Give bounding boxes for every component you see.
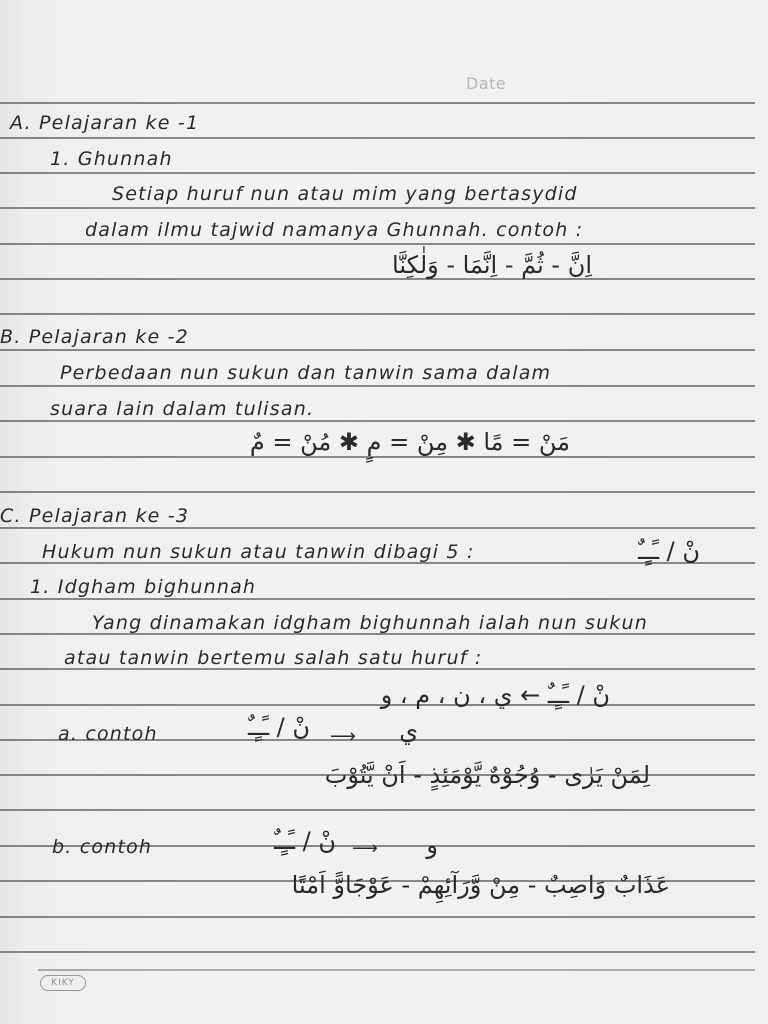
example-b-sign: نْ / ـًـٍـٌ — [273, 827, 336, 855]
section-a-text-line2: dalam ilmu tajwid namanya Ghunnah. contoh : — [85, 219, 584, 241]
section-a-arabic-example: اِنَّ - ثُمَّ - اِنَّمَا - وَلٰكِنَّا — [392, 251, 592, 279]
date-label: Date — [466, 74, 507, 93]
section-a-heading: A. Pelajaran ke -1 — [10, 112, 200, 134]
section-c-letters-sign: نْ / ـًـٍـٌ ← ي ، ن ، م ، و — [380, 681, 610, 709]
section-c-text-line1: Hukum nun sukun atau tanwin dibagi 5 : — [42, 541, 475, 563]
example-b-label: b. contoh — [52, 836, 153, 858]
example-a-letter: ي — [399, 717, 418, 745]
section-a-subheading: 1. Ghunnah — [50, 148, 173, 170]
example-a-label: a. contoh — [58, 723, 158, 745]
section-c-text-line2: Yang dinamakan idgham bighunnah ialah nun sukun — [92, 612, 648, 634]
example-a-sign: نْ / ـًـٍـٌ — [247, 713, 310, 741]
section-c-subheading: 1. Idgham bighunnah — [30, 576, 257, 598]
example-b-letter: و — [426, 831, 438, 859]
section-c-heading: C. Pelajaran ke -3 — [0, 505, 190, 527]
section-b-heading: B. Pelajaran ke -2 — [0, 326, 189, 348]
section-c-arabic-sign: نْ / ـًـٍـٌ — [637, 537, 700, 565]
example-a-arabic: لِمَنْ يَرٰى - وُجُوْهٌ يَّوْمَئِذٍ - اَنْ يَّتُوْبَ — [324, 761, 650, 789]
example-b-arabic: عَذَابٌ وَاصِبٌ - مِنْ وَّرَآئِهِمْ - عَوْجَاوًّ اَمْتًا — [291, 871, 670, 899]
section-b-text-line2: suara lain dalam tulisan. — [50, 398, 315, 420]
section-b-arabic-example: مَنْ = مًا ✱ مِنْ = مٍ ✱ مُنْ = مٌ — [249, 428, 570, 456]
example-b-arrow: ⟶ — [352, 838, 378, 859]
section-b-text-line1: Perbedaan nun sukun dan tanwin sama dalam — [60, 362, 552, 384]
section-a-text-line1: Setiap huruf nun atau mim yang bertasydid — [112, 183, 578, 205]
section-c-text-line3: atau tanwin bertemu salah satu huruf : — [64, 647, 483, 669]
example-a-arrow: ⟶ — [330, 726, 356, 747]
brand-badge: KIKY — [40, 975, 86, 991]
